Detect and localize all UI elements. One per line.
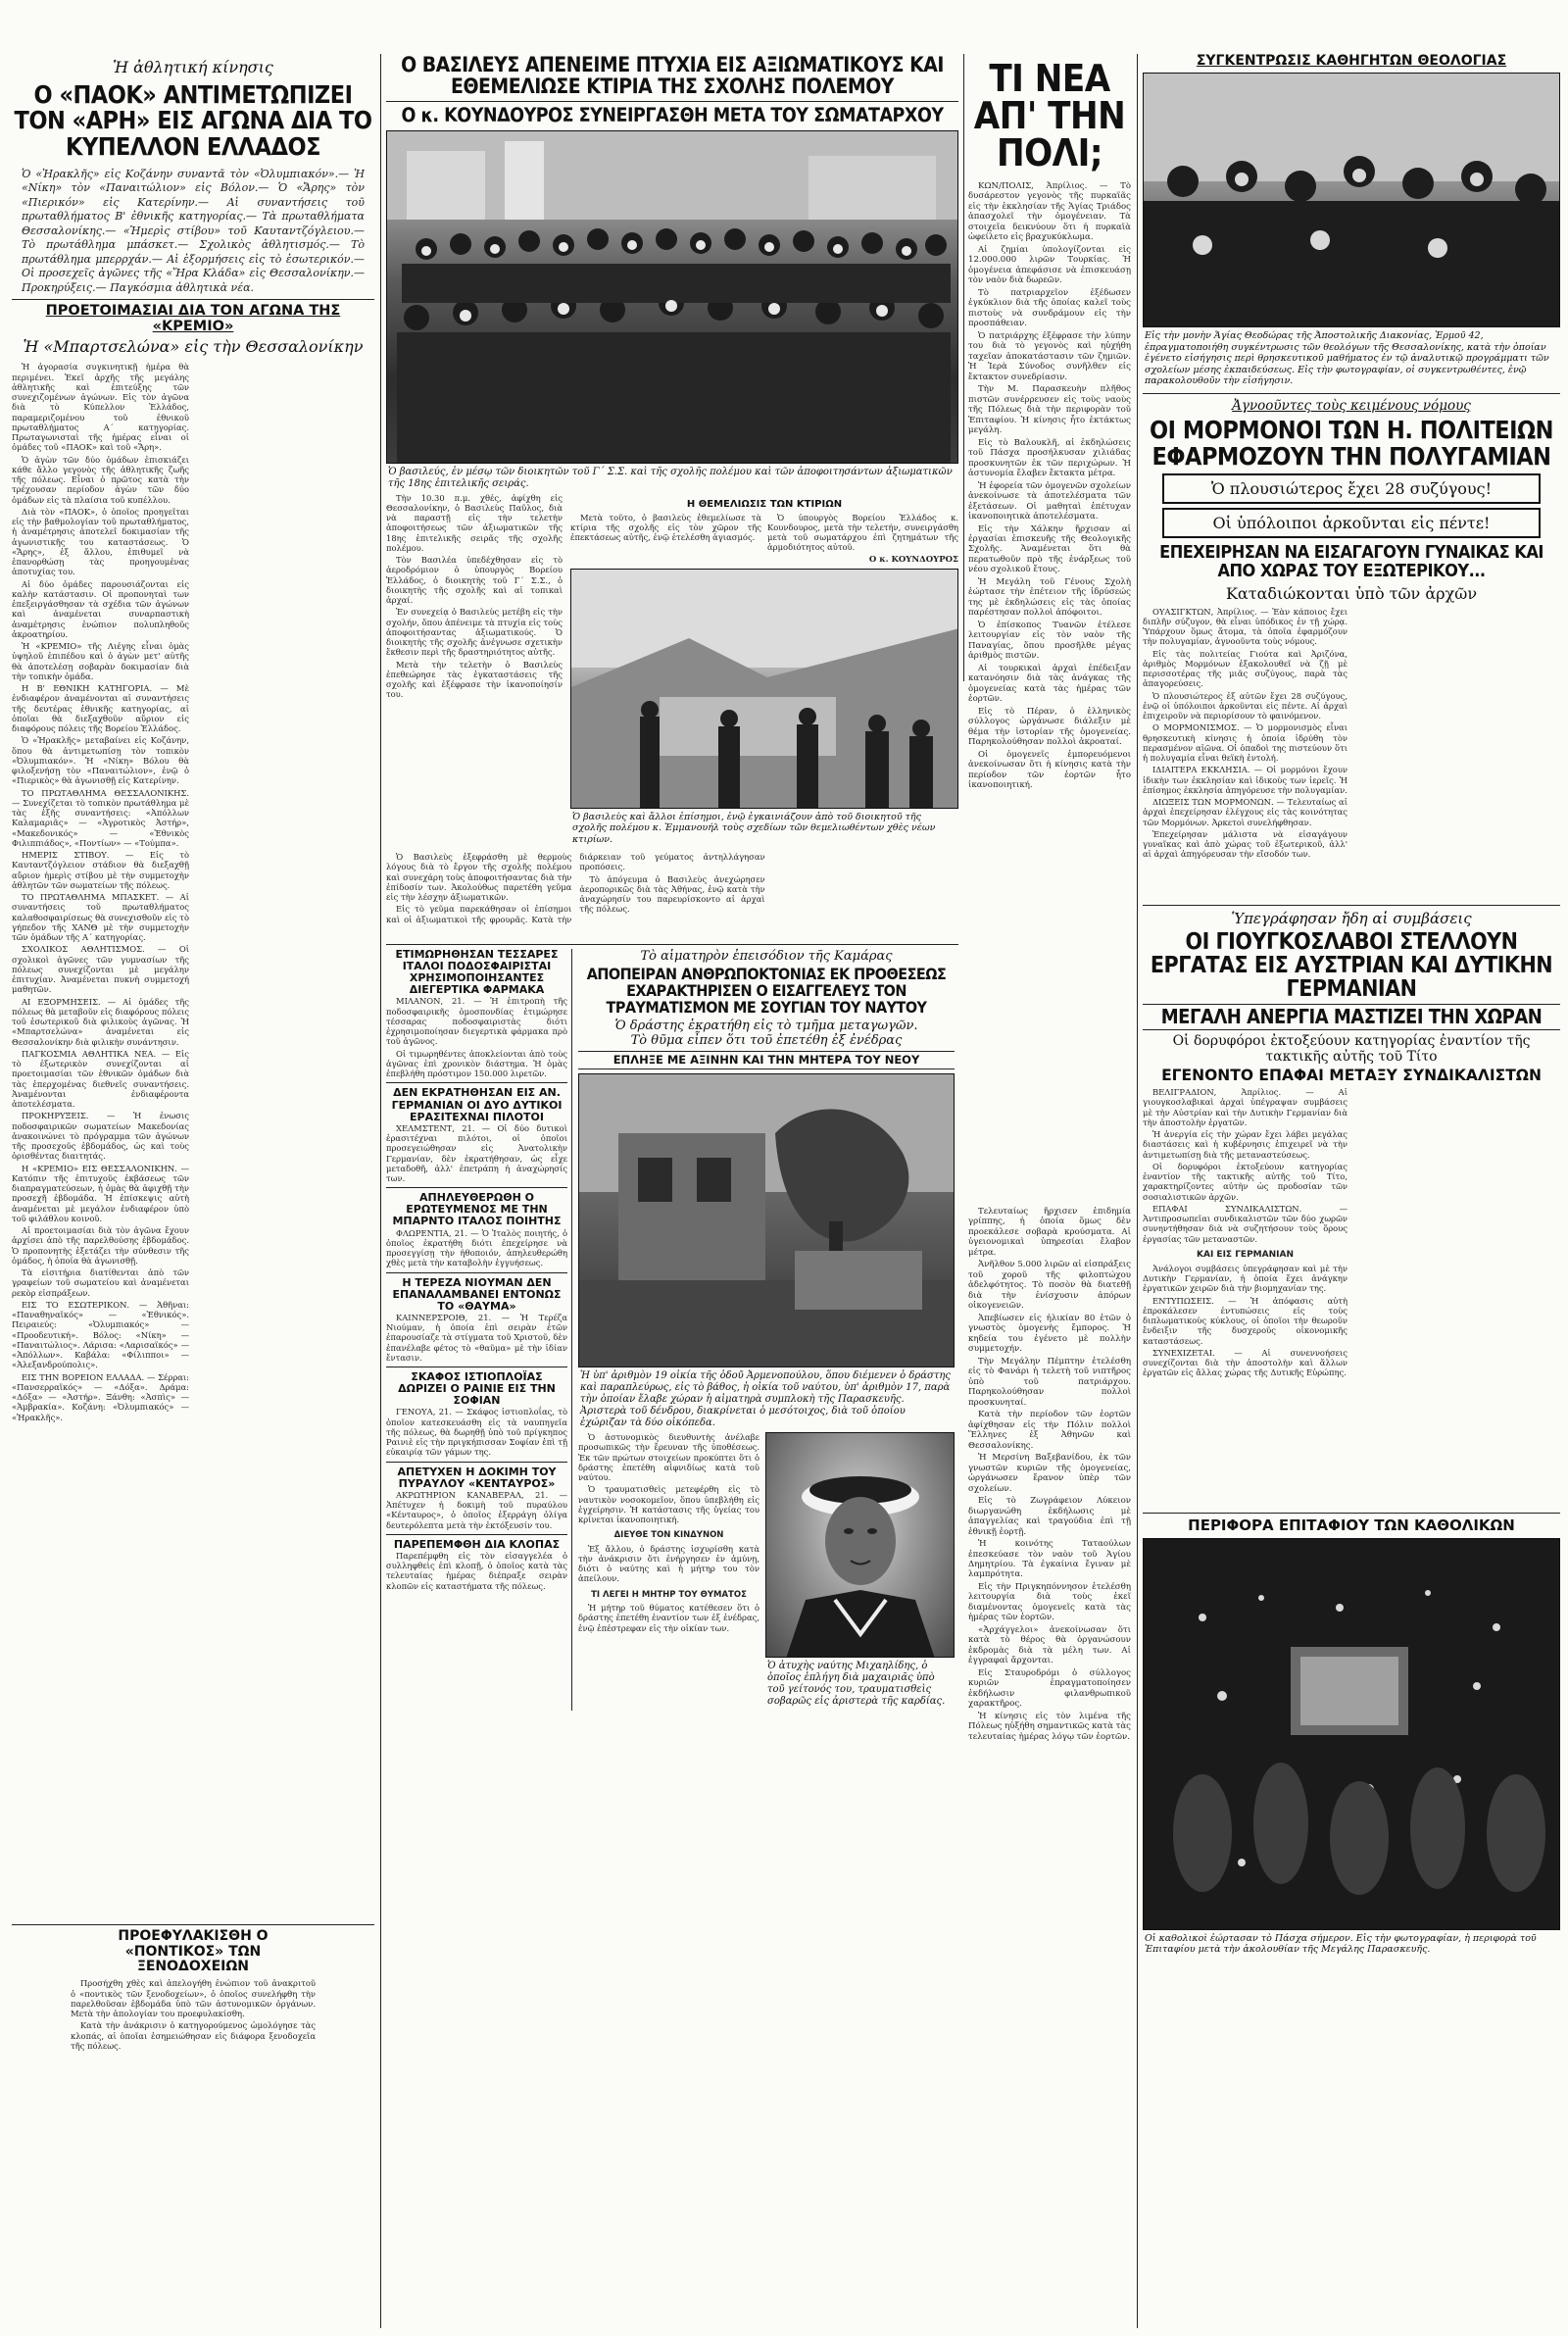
rocket-headline: ΑΠΕΤΥΧΕΝ Η ΔΟΚΙΜΗ ΤΟΥ ΠΥΡΑΥΛΟΥ «ΚΕΝΤΑΥΡΟΣ» bbox=[397, 1465, 557, 1490]
sports-article-body: Ἡ ἀγορασία συγκινητικῇ ἡμέρα θὰ περιμένει. Ἐκεῖ ἀρχῆς τῆς μεγάλης ἀθλητικῆς καὶ ἐπιτεύξης τῶν συνεχιζομένων ἀγώνων. Εἰς τὸν ἀγῶνα διὰ τὸ Κύπελλον Ἑλλάδος, παραμεριζομένου τοῦ ἐθνικοῦ πρωταθλήματος Α΄ κατηγορίας. Πρωταγωνισταὶ τῆς ἡμέρας εἶναι οἱ ὁμάδες τοῦ «ΠΑΟΚ» καὶ τοῦ «Ἄρη». Ὁ ἀγὼν τῶν δύο ὁμάδων ἐπισκιάζει κάθε ἄλλο γεγονὸς τῆς ἀθλητικῆς ζωῆς τῆς πόλεως. Εἶναι ὁ πρῶτος κατὰ τὴν τρέχουσαν περίοδον ἀγὼν τῶν δύο ὁμάδων εἰς τὰ πλαίσια τοῦ κυπέλλου. Διὰ τὸν «ΠΑΟΚ», ὁ ὁποῖος προηγεῖται εἰς τὴν βαθμολογίαν τοῦ πρωταθλήματος, ἡ ἀναμέτρησις ἀποτελεῖ δοκιμασίαν τῆς ἀγωνιστικῆς του καταστάσεως. Ὁ «Ἄρης», ἐξ ἄλλου, ἐπιθυμεῖ νὰ ἐπανορθώσῃ τὰς προηγουμένας ἀποτυχίας του. Αἱ δύο ὁμάδες παρουσιάζονται εἰς καλὴν κατάστασιν. Οἱ προπονηταὶ των ἐπεξειργάσθησαν τὰ σχέδια τῶν ἀγώνων καὶ ἀναμένεται συναρπαστικὴ ἀναμέτρησις ἐνώπιον πολυπληθοῦς ἀκροατηρίου. Ἡ «ΚΡΕΜΙΟ» τῆς Λιέγης εἶναι ὁμὰς ὑψηλοῦ ἐπιπέδου καὶ ὁ ἀγὼν μετ' αὐτῆς θὰ ἀποτελέσῃ σοβαρὰν δοκιμασίαν διὰ τὴν τοπικὴν ὁμάδα. Η Β' ΕΘΝΙΚΗ ΚΑΤΗΓΟΡΙΑ. — Μὲ ἐνδιαφέρον ἀναμένονται αἱ συναντήσεις τῆς δευτέρας ἐθνικῆς κατηγορίας, αἱ ὁποῖαι θὰ διεξαχθοῦν αὔριον εἰς διαφόρους πόλεις τῆς Βορείου Ἑλλάδος. Ὁ «Ἡρακλῆς» μεταβαίνει εἰς Κοζάνην, ὅπου θὰ ἀντιμετωπίσῃ τὸν τοπικὸν «Ὀλυμπιακόν». Ἡ «Νίκη» Βόλου θὰ φιλοξενήσῃ τὸν «Παναιτώλιον», ἐνῷ ὁ «Πιερικὸς» θὰ ἀγωνισθῇ εἰς Κατερίνην. ΤΟ ΠΡΩΤΑΘΛΗΜΑ ΘΕΣΣΑΛΟΝΙΚΗΣ. — Συνεχίζεται τὸ τοπικὸν πρωτάθλημα μὲ τὰς ἑξῆς συναντήσεις: «Ἀπόλλων Καλαμαριᾶς» — «Ἀγροτικὸς Ἀστήρ», «Μακεδονικός» — «Ἐθνικὸς Φιλιππιάδος», «Ποντίων» — «Τούμπα». ΗΜΕΡΙΣ ΣΤΙΒΟΥ. — Εἰς τὸ Καυταντζόγλειον στάδιον θὰ διεξαχθῇ αὔριον ἡμερὶς στίβου μὲ τὴν συμμετοχὴν ἀθλητῶν τῶν σωματείων τῆς πόλεως. ΤΟ ΠΡΩΤΑΘΛΗΜΑ ΜΠΑΣΚΕΤ. — Αἱ συναντήσεις τοῦ πρωταθλήματος καλαθοσφαιρίσεως θὰ συνεχισθοῦν εἰς τὸ γήπεδον τῆς ΧΑΝΘ μὲ τὴν συμμετοχὴν τῶν ὁμάδων τῆς Α΄ κατηγορίας. ΣΧΟΛΙΚΟΣ ΑΘΛΗΤΙΣΜΟΣ. — Οἱ σχολικοὶ ἀγῶνες τῶν γυμνασίων τῆς πόλεως συνεχίζονται μὲ μεγάλην ἐπιτυχίαν. Ἀναμένεται πυκνὴ συμμετοχή μαθητῶν. ΑΙ ΕΞΟΡΜΗΣΕΙΣ. — Αἱ ὁμάδες τῆς πόλεως θὰ μεταβοῦν εἰς διαφόρους πόλεις τοῦ ἐσωτερικοῦ διὰ φιλικοὺς ἀγῶνας. Ἡ «Μπαρτσελώνα» ἀναμένεται εἰς Θεσσαλονίκην διὰ φιλικὴν συνάντησιν. ΠΑΓΚΟΣΜΙΑ ΑΘΛΗΤΙΚΑ ΝΕΑ. — Εἰς τὸ ἐξωτερικὸν συνεχίζονται αἱ προετοιμασίαι τῶν ἐθνικῶν ὁμάδων διὰ τὰς ἐπερχομένας διεθνεῖς συναντήσεις. Ἀναμένονται ἐνδιαφέροντα ἀποτελέσματα. ΠΡΟΚΗΡΥΞΕΙΣ. — Ἡ ἐνωσις ποδοσφαιρικῶν σωματείων Μακεδονίας ἀνακοινώνει τὸ πρόγραμμα τῶν ἀγώνων τῆς προσεχοῦς ἑβδομάδος, ὡς καὶ τοὺς ὁρισθέντας διαιτητάς. Η «ΚΡΕΜΙΟ» ΕΙΣ ΘΕΣΣΑΛΟΝΙΚΗΝ. — Κατόπιν τῆς ἐπιτυχοῦς ἐκβάσεως τῶν διαπραγματεύσεων, ἡ ὁμὰς θὰ ἀφιχθῇ τὴν προσεχῆ ἑβδομάδα. Ἡ ἐπίσκεψις αὐτὴ ἀναμένεται μὲ μεγάλον ἐνδιαφέρον ὑπὸ τοῦ φιλάθλου κοινοῦ. Αἱ προετοιμασίαι διὰ τὸν ἀγῶνα ἔχουν ἀρχίσει ἀπὸ τῆς παρελθούσης ἑβδομάδος. Ὁ προπονητὴς ἐξετάζει τὴν σύνθεσιν τῆς ὁμάδος, ἡ ὁποία θὰ ἀγωνισθῇ. Τὰ εἰσιτήρια διατίθενται ἀπὸ τῶν γραφείων τοῦ σωματείου καὶ ἀναμένεται ρεκὸρ εἰσπράξεων. ΕΙΣ ΤΟ ΕΣΩΤΕΡΙΚΟΝ. — Ἀθῆναι: «Παναθηναϊκός» — «Ἐθνικός». Πειραιεύς: «Ὀλυμπιακός» — «Προοδευτική». Βόλος: «Νίκη» — «Παναιτώλιος». Λάρισα: «Λαρισαϊκός» — «Ἀπόλλων». Καβάλα: «Φίλιπποι» — «Ἀλεξανδρούπολις». ΕΙΣ ΤΗΝ ΒΟΡΕΙΟΝ ΕΛΛΑΔΑ. — Σέρραι: «Πανσερραϊκός» — «Δόξα». Δράμα: «Δόξα» — «Ἀστήρ». Ξάνθη: «Ἀσπὶς» — «Ἀμβρακία». Κοζάνη: «Ὀλυμπιακός» — «Ἡρακλῆς». bbox=[12, 362, 189, 1422]
koundouros-signature: Ο κ. ΚΟΥΝΔΟΥΡΟΣ bbox=[868, 554, 958, 565]
italian-players-headline: ΕΤΙΜΩΡΗΘΗΣΑΝ ΤΕΣΣΑΡΕΣ ΙΤΑΛΟΙ ΠΟΔΟΣΦΑΙΡΙΣΤΑΙ ΧΡΗΣΙΜΟΠΟΙΗΣΑΝΤΕΣ ΔΙΕΓΕΡΤΙΚΑ ΦΑΡΜΑΚΑ bbox=[395, 948, 559, 997]
mother-label: ΤΙ ΛΕΓΕΙ Η ΜΗΤΗΡ ΤΟΥ ΘΥΜΑΤΟΣ bbox=[591, 1589, 747, 1600]
kamara-kicker: Τὸ αἱματηρὸν ἐπεισόδιον τῆς Καμάρας bbox=[640, 949, 893, 965]
short-news-column bbox=[386, 949, 572, 1711]
procession-photo-art bbox=[1144, 1539, 1560, 1930]
divider bbox=[12, 299, 374, 300]
yugo-subheadline-3: ΕΓΕΝΟΝΤΟ ΕΠΑΦΑΙ ΜΕΤΑΞΥ ΣΥΝΔΙΚΑΛΙΣΤΩΝ bbox=[1161, 1067, 1542, 1085]
poet-headline: ΑΠΗΛΕΥΘΕΡΩΘΗ Ο ΕΡΩΤΕΥΜΕΝΟΣ ΜΕ ΤΗΝ ΜΠΑΡΝΤΟ ΙΤΑΛΟΣ ΠΟΙΗΤΗΣ bbox=[392, 1191, 562, 1228]
poet-text: ΦΛΩΡΕΝΤΙΑ, 21. — Ὁ Ἰταλὸς ποιητής, ὁ ὁποῖος ἐκρατήθη διότι ἐπεχείρησε νὰ προσεγγίσῃ τὴν ἠθοποιόν, ἀπηλευθερώθη χθὲς μετὰ τὴν καταβολὴν ἐγγυήσεως. bbox=[386, 1227, 567, 1268]
king-officers-photo bbox=[386, 130, 958, 464]
sports-summary: Ὁ «Ἡρακλῆς» εἰς Κοζάνην συναντᾶ τὸν «Ὀλυμπιακόν».— Ἡ «Νίκη» τὸν «Παναιτώλιον» εἰς Βόλον.— Ὁ «Ἄρης» τὸν «Πιερικόν» εἰς Κατερίνην.— Αἱ συναντήσεις τοῦ πρωταθλήματος Β' ἐθνικῆς κατηγορίας.— Τὰ πρωταθλήματα Θεσσαλονίκης.— «Ἡμερὶς στίβου» τοῦ Καυταντζόγλειου.— Τὸ πρωτάθλημα μπάσκετ.— Σχολικὸς ἀθλητισμός.— Τὸ πρωτάθλημα μπερρχάν.— Αἱ ἐξορμήσεις εἰς τὸ ἐσωτερικόν.— Οἱ προσεχεῖς ἀγῶνες τῆς «Ἥρα Κλάδα» εἰς Θεσσαλονίκην.— Προκηρύξεις.— Παγκόσμια ἀθλητικὰ νέα. bbox=[22, 167, 365, 294]
mormon-headline-2: ΕΠΕΧΕΙΡΗΣΑΝ ΝΑ ΕΙΣΑΓΑΓΟΥΝ ΓΥΝΑΙΚΑΣ ΚΑΙ ΑΠΟ ΧΩΡΑΣ ΤΟΥ ΕΞΩΤΕΡΙΚΟΥ... bbox=[1159, 541, 1544, 581]
mormon-subheadline: Καταδιώκονται ὑπὸ τῶν ἀρχῶν bbox=[1225, 583, 1478, 603]
procession-photo-caption: Οἱ καθολικοὶ ἐώρτασαν τὸ Πάσχα σήμερον. Εἰς τὴν φωτογραφίαν, ἡ περιφορὰ τοῦ Ἐπιταφίου μετὰ τὴν ἀκολουθίαν τῆς Μεγάλης Παρασκευῆς. bbox=[1145, 1932, 1537, 1955]
theft-headline: ΠΑΡΕΠΕΜΦΘΗ ΔΙΑ ΚΛΟΠΑΣ bbox=[393, 1537, 561, 1551]
divider bbox=[1143, 905, 1560, 906]
kamara-headline: ΑΠΟΠΕΙΡΑΝ ΑΝΘΡΩΠΟΚΤΟΝΙΑΣ ΕΚ ΠΡΟΘΕΣΕΩΣ ΕΧΑΡΑΚΤΗΡΙΣΕΝ Ο ΕΙΣΑΓΓΕΛΕΥΣ ΤΟΝ ΤΡΑΥΜΑΤΙΣΜΟΝ ΜΕ ΣΟΥΓΙΑΝ ΤΟΥ ΝΑΥΤΟΥ bbox=[586, 965, 947, 1017]
sailor-photo-art bbox=[766, 1433, 955, 1658]
sailor-portrait-photo bbox=[765, 1432, 955, 1658]
divider bbox=[386, 944, 958, 945]
koundouros-text: Ὁ ὑπουργὸς Βορείου Ἑλλάδος κ. Κουνδουρος, μετὰ τὴν τελετήν, συνειργάσθη μετὰ τοῦ σωματάρχου ἐπὶ ζητημάτων τῆς ἁρμοδιότητος αὐτοῦ. Ο κ. ΚΟΥΝΔΟΥΡΟΣ bbox=[767, 512, 958, 565]
kremio-headline: ΠΡΟΕΤΟΙΜΑΣΙΑΙ ΔΙΑ ΤΟΝ ΑΓΩΝΑ ΤΗΣ «ΚΡΕΜΙΟ» bbox=[45, 303, 341, 335]
column-divider bbox=[963, 54, 964, 681]
yugo-article: ΒΕΛΙΓΡΑΔΙΟΝ, Ἀπρίλιος. — Αἱ γιουγκοσλαβικαὶ ἀρχαὶ ὑπέγραψαν συμβάσεις μὲ τὴν Αὐστρίαν καὶ τὴν Δυτικὴν Γερμανίαν διὰ τὴν ἀποστολὴν ἐργατῶν. Ἡ ἀνεργία εἰς τὴν χώραν ἔχει λάβει μεγάλας διαστάσεις καὶ ἡ κυβέρνησις ἐπιχειρεῖ νὰ τὴν ἀντιμετωπίσῃ διὰ τῆς μεταναστεύσεως. Οἱ δορυφόροι ἐκτοξεύουν κατηγορίας ἐναντίον τῆς τακτικῆς αὐτῆς τοῦ Τίτο, χαρακτηρίζοντες αὐτὴν ὡς προδοσίαν τῶν σοσιαλιστικῶν ἀρχῶν. ΕΠΑΦΑΙ ΣΥΝΔΙΚΑΛΙΣΤΩΝ. — Ἀντιπροσωπεῖαι συνδικαλιστῶν τῶν δύο χωρῶν συνηντήθησαν διὰ νὰ συζητήσουν τοὺς ὅρους ἐργασίας τῶν μεταναστῶν. ΚΑΙ ΕΙΣ ΓΕΡΜΑΝΙΑΝ Ἀνάλογοι συμβάσεις ὑπεγράφησαν καὶ μὲ τὴν Δυτικὴν Γερμανίαν, ἡ ὁποία ἔχει ἀνάγκην ἐργατικῶν χειρῶν διὰ τὴν βιομηχανίαν της. ΕΝΤΥΠΩΣΕΙΣ. — Ἡ ἀπόφασις αὐτὴ ἐπροκάλεσεν ἐντυπώσεις εἰς τοὺς διπλωματικοὺς κύκλους, οἱ ὁποῖοι τὴν θεωροῦν ἔνδειξιν τῆς δυσχεροῦς οἰκονομικῆς καταστάσεως. ΣΥΝΕΧΙΖΕΤΑΙ. — Αἱ συνεννοήσεις συνεχίζονται διὰ τὴν ἀποστολὴν καὶ ἄλλων ἐργατῶν εἰς ἄλλας χώρας τῆς Δυτικῆς Εὐρώπης. bbox=[1143, 1087, 1348, 1378]
sailor-photo-block bbox=[765, 1432, 955, 1711]
polis-headline: ΤΙ ΝΕΑ ΑΠ' ΤΗΝ ΠΟΛΙ; bbox=[973, 57, 1126, 174]
sailboat-text: ΓΕΝΟΥΑ, 21. — Σκάφος ἱστιοπλοΐας, τὸ ὁποῖον κατεσκευάσθη εἰς τὰ ναυπηγεῖα τῆς πόλεως, θὰ δωρηθῇ ὑπὸ τοῦ πρίγκηπος Ραινιὲ εἰς τὴν πριγκήπισσαν Σοφίαν ἐπὶ τῇ εὐκαιρίᾳ τῶν γάμων της. bbox=[386, 1407, 567, 1458]
sailboat-headline: ΣΚΑΦΟΣ ΙΣΤΙΟΠΛΟΪΑΣ ΔΩΡΙΖΕΙ Ο ΡΑΙΝΙΕ ΕΙΣ ΤΗΝ ΣΟΦΙΑΝ bbox=[398, 1370, 556, 1408]
pilots-headline: ΔΕΝ ΕΚΡΑΤΗΘΗΣΑΝ ΕΙΣ ΑΝ. ΓΕΡΜΑΝΙΑΝ ΟΙ ΔΥΟ ΔΥΤΙΚΟΙ ΕΡΑΣΙΤΕΧΝΑΙ ΠΙΛΟΤΟΙ bbox=[391, 1086, 563, 1123]
divider bbox=[12, 1924, 374, 1925]
foundation-text-row bbox=[570, 513, 958, 565]
neumann-headline: Η ΤΕΡΕΖΑ ΝΙΟΥΜΑΝ ΔΕΝ ΕΠΑΝΑΛΑΜΒΑΝΕΙ ΕΝΤΟΝΩΣ ΤΟ «ΘΑΥΜΑ» bbox=[392, 1275, 562, 1313]
pontikos-article: Προσήχθη χθὲς καὶ ἀπελογήθη ἐνώπιον τοῦ ἀνακριτοῦ ὁ «ποντικὸς τῶν ξενοδοχείων», ὁ ὁποῖος συνελήφθη τὴν παρελθοῦσαν ἑβδομάδα ὑπὸ τῶν ἀστυνομικῶν ὀργάνων. Μετὰ τὴν ἀπολογίαν του προεφυλακίσθη. Κατὰ τὴν ἀνάκρισιν ὁ κατηγορούμενος ὡμολόγησε τὰς κλοπάς, αἱ ὁποῖαι ἐσημειώθησαν εἰς διάφορα ξενοδοχεῖα τῆς πόλεως. bbox=[71, 1978, 316, 2051]
kamara-subhead-3: ΕΠΛΗΞΕ ΜΕ ΑΞΙΝΗΝ ΚΑΙ ΤΗΝ ΜΗΤΕΡΑ ΤΟΥ ΝΕΟΥ bbox=[578, 1051, 955, 1069]
king-headline: Ο ΒΑΣΙΛΕΥΣ ΑΠΕΝΕΙΜΕ ΠΤΥΧΙΑ ΕΙΣ ΑΞΙΩΜΑΤΙΚΟΥΣ ΚΑΙ ΕΘΕΜΕΛΙΩΣΕ ΚΤΙΡΙΑ ΤΗΣ ΣΧΟΛΗΣ ΠΟΛΕΜΟΥ bbox=[401, 54, 944, 99]
divider bbox=[1143, 393, 1560, 394]
sports-column bbox=[12, 54, 374, 2323]
king-article-continuation: Ὁ Βασιλεὺς ἐξεφράσθη μὲ θερμοὺς λόγους διὰ τὸ ἔργον τῆς σχολῆς πολέμου καὶ συνεχάρη τοὺς ἀποφοιτήσαντας διὰ τὴν ἐπίδοσίν των. Ἀκολούθως παρετέθη γεῦμα εἰς τὴν λέσχην ἀξιωματικῶν. Εἰς τὸ γεῦμα παρεκάθησαν οἱ ἐπίσημοι καὶ οἱ ἀξιωματικοὶ τῆς φρουρᾶς. Κατὰ τὴν διάρκειαν τοῦ γεύματος ἀντηλλάγησαν προπόσεις. Τὸ ἀπόγευμα ὁ Βασιλεὺς ἀνεχώρησεν ἀεροπορικῶς διὰ τὰς Ἀθήνας, ἐνῷ κατὰ τὴν ἀναχώρησίν του παρευρίσκοντο αἱ ἀρχαὶ τῆς πόλεως. bbox=[386, 852, 765, 924]
officers-photo-art bbox=[387, 131, 958, 464]
yugo-subheadline: ΜΕΓΑΛΗ ΑΝΕΡΓΙΑ ΜΑΣΤΙΖΕΙ ΤΗΝ ΧΩΡΑΝ bbox=[1143, 1004, 1560, 1030]
kamara-lower bbox=[578, 1432, 955, 1711]
foundation-photo-art bbox=[571, 570, 958, 809]
divider bbox=[386, 101, 958, 102]
divider bbox=[386, 1187, 567, 1188]
mormon-article: ΟΥΑΣΙΓΚΤΩΝ, Ἀπρίλιος. — Ἐὰν κάποιος ἔχει διπλῆν σύζυγον, θὰ εἶναι ὑπόδικος ἐν τῇ χώρᾳ. Ὑπάρχουν ὅμως ἄτομα, τὰ ὁποῖα ἐφαρμόζουν τὴν πολυγαμίαν, ἀγνοοῦντα τοὺς νόμους. Εἰς τὰς πολιτείας Γιούτα καὶ Ἀριζόνα, ἀριθμὸς Μορμόνων ἐξακολουθεῖ νὰ ζῇ μὲ περισσοτέρας τῆς μιᾶς συζύγους, παρὰ τὰς ἀπαγορεύσεις. Ὁ πλουσιώτερος ἐξ αὐτῶν ἔχει 28 συζύγους, ἐνῷ οἱ ὑπόλοιποι ἀρκοῦνται εἰς πέντε. Αἱ ἀρχαὶ ἐπιχειροῦν νὰ περιορίσουν τὸ φαινόμενον. Ο ΜΟΡΜΟΝΙΣΜΟΣ. — Ὁ μορμονισμὸς εἶναι θρησκευτικὴ κίνησις ἡ ὁποία ἱδρύθη τὸν περασμένον αἰῶνα. Οἱ ὀπαδοὶ της πιστεύουν ὅτι ἡ πολυγαμία εἶναι θεϊκὴ ἐντολή. ΙΔΙΑΙΤΕΡΑ ΕΚΚΛΗΣΙΑ. — Οἱ μορμόνοι ἔχουν ἰδικὴν των ἐκκλησίαν καὶ ἰδικοὺς των ἱερεῖς. Ἡ ἐπίσημος ἐκκλησία ἀπηγόρευσε τὴν πολυγαμίαν. ΔΙΩΞΕΙΣ ΤΩΝ ΜΟΡΜΟΝΩΝ. — Τελευταίως αἱ ἀρχαὶ ἐπεχείρησαν ἐλέγχους εἰς τὰς κοινότητας τῶν Μορμόνων. Ἀρκετοὶ συνελήφθησαν. Ἐπεχείρησαν μάλιστα νὰ εἰσαγάγουν γυναῖκας καὶ ἀπὸ χώρας τοῦ ἐξωτερικοῦ, ἀλλ' αἱ ἀρχαὶ ἀπηγόρευσαν τὴν εἴσοδόν των. bbox=[1143, 606, 1348, 860]
foundation-photo-caption: Ὁ βασιλεὺς καὶ ἄλλοι ἐπίσημοι, ἐνῷ ἐγκαινιάζουν ἀπὸ τοῦ διοικητοῦ τῆς σχολῆς πολέμου κ. Ἐμμανουήλ τοὺς σχεδίων τῶν θεμελιωθέντων χθὲς νέων κτιρίων. bbox=[572, 811, 936, 845]
kamara-story bbox=[578, 949, 955, 1711]
foundation-block bbox=[570, 493, 958, 849]
yugo-headline: ΟΙ ΓΙΟΥΓΚΟΣΛΑΒΟΙ ΣΤΕΛΛΟΥΝ ΕΡΓΑΤΑΣ ΕΙΣ ΑΥΣΤΡΙΑΝ ΚΑΙ ΔΥΤΙΚΗΝ ΓΕΡΜΑΝΙΑΝ bbox=[1150, 928, 1553, 1002]
kamara-photo-caption: Ἡ ὑπ' ἀριθμὸν 19 οἰκία τῆς ὁδοῦ Ἀρμενοπούλου, ὅπου διέμενεν ὁ δράστης καὶ παραπλεύρως, εἰς τὸ βάθος, ἡ οἰκία τοῦ ναύτου, ὑπ' ἀριθμὸν 17, παρὰ τὴν ὁποίαν ἔλαβε χώραν ἡ αἱματηρὰ συμπλοκὴ τῆς Παρασκευῆς. Ἀριστερὰ τοῦ δένδρου, διακρίνεται ὁ μεσότοιχος, διὰ τοῦ ὁποίου ἐχώριζαν τὰ δύο οἰκόπεδα. bbox=[580, 1370, 951, 1429]
foundation-label: Η ΘΕΜΕΛΙΩΣΙΣ ΤΩΝ ΚΤΙΡΙΩΝ bbox=[686, 498, 843, 510]
kremio-subheadline: Ἡ «Μπαρτσελώνα» εἰς τὴν Θεσσαλονίκην bbox=[23, 337, 364, 357]
pontikos-headline: ΠΡΟΕΦΥΛΑΚΙΣΘΗ Ο «ΠΟΝΤΙΚΟΣ» ΤΩΝ ΞΕΝΟΔΟΧΕΙΩΝ bbox=[118, 1928, 269, 1975]
king-article-row bbox=[386, 493, 958, 849]
divider bbox=[386, 1462, 567, 1463]
divider bbox=[386, 1534, 567, 1535]
yugo-subheadline-2: Οἱ δορυφόροι ἐκτοξεύουν κατηγορίας ἐναντίον τῆς τακτικῆς αὐτῆς τοῦ Τίτο bbox=[1172, 1033, 1531, 1066]
theology-photo-caption: Εἰς τὴν μονὴν Ἁγίας Θεοδώρας τῆς Ἀποστολικῆς Διακονίας, Ἐρμοῦ 42, ἐπραγματοποιήθη συγκέντρωσις τῶν θεολόγων τῆς Θεσσαλονίκης, κατὰ τὴν ὁποίαν ἐγένετο εἰσήγησις περὶ θρησκευτικοῦ μαθήματος ἐν τῷ ἀναλυτικῷ προγράμματι τῶν σχολείων μέσης ἐκπαιδεύσεως. Εἰς τὴν φωτογραφίαν, οἱ συγκεντρωθέντες, ἐνῷ παρακολουθοῦν τὴν εἰσήγησιν. bbox=[1145, 330, 1549, 386]
mormon-box-others: Οἱ ὑπόλοιποι ἀρκοῦνται εἰς πέντε! bbox=[1162, 508, 1541, 538]
kamara-house-photo bbox=[578, 1073, 955, 1367]
pilots-text: ΧΕΛΜΣΤΕΝΤ, 21. — Οἱ δύο δυτικοὶ ἐρασιτέχναι πιλότοι, οἱ ὁποῖοι προσεγειώθησαν εἰς Ἀνατολικὴν Γερμανίαν, δὲν ἐκρατήθησαν, ὡς εἶχε μεταδοθῆ, ἀλλ' ἐπετράπη ἡ ἀναχώρησίς των. bbox=[386, 1122, 567, 1183]
kamara-subhead-2: Τὸ θῦμα εἶπεν ὅτι τοῦ ἐπετέθη ἐξ ἐνέδρας bbox=[630, 1033, 903, 1049]
sailor-caption: Ὁ ἀτυχὴς ναύτης Μιχαηλίδης, ὁ ὁποῖος ἐπλήγη διὰ μαχαιριᾶς ὑπὸ τοῦ γείτονός του, τραυματισθεὶς σοβαρῶς εἰς ἀριστερὰ τῆς καρδίας. bbox=[767, 1661, 946, 1708]
kamara-article: Ὁ ἀστυνομικὸς διευθυντὴς ἀνέλαβε προσωπικῶς τὴν ἔρευναν τῆς ὑποθέσεως. Ἐκ τῶν πρώτων στοιχείων προκύπτει ὅτι ὁ δράστης ἐπετέθη αἰφνιδίως κατὰ τοῦ ναύτου. Ὁ τραυματισθεὶς μετεφέρθη εἰς τὸ ναυτικὸν νοσοκομεῖον, ὅπου ὑπεβλήθη εἰς ἐγχείρησιν. Ἡ κατάστασις τῆς ὑγείας του κρίνεται ἱκανοποιητική. ΔΙΕΥΘΕ ΤΟΝ ΚΙΝΔΥΝΟΝ Ἐξ ἄλλου, ὁ δράστης ἰσχυρίσθη κατὰ τὴν ἀνάκρισιν ὅτι ἐνήργησεν ἐν ἀμύνῃ, διότι ὁ ναύτης καὶ ἡ μήτηρ του τὸν ἀπείλουν. ΤΙ ΛΕΓΕΙ Η ΜΗΤΗΡ ΤΟΥ ΘΥΜΑΤΟΣ Ἡ μήτηρ τοῦ θύματος κατέθεσεν ὅτι ὁ δράστης ἐπετέθη ἐναντίον των ἐξ ἐνέδρας, ἐνῷ ἐπέστρεφαν εἰς τὴν οἰκίαν των. bbox=[578, 1432, 760, 1633]
rocket-text: ΑΚΡΩΤΗΡΙΟΝ ΚΑΝΑΒΕΡΑΛ, 21. — Ἀπέτυχεν ἡ δοκιμὴ τοῦ πυραύλου «Κένταυρος», ὁ ὁποῖος ἐξερράγη ὀλίγα δευτερόλεπτα μετὰ τὴν ἐκτόξευσίν του. bbox=[386, 1489, 567, 1530]
king-photo-caption: Ὁ βασιλεύς, ἐν μέσῳ τῶν διοικητῶν τοῦ Γ΄ Σ.Σ. καὶ τῆς σχολῆς πολέμου καὶ τῶν ἀποφοιτησάντων ἀξιωματικῶν τῆς 18ης ἐπιτελικῆς σειράς. bbox=[388, 466, 953, 489]
procession-photo bbox=[1143, 1538, 1560, 1930]
king-article-left: Τὴν 10.30 π.μ. χθές, ἀφίχθη εἰς Θεσσαλονίκην, ὁ Βασιλεὺς Παῦλος, διὰ νὰ παραστῇ εἰς τὴν τελετὴν ἀποφοιτήσεως τῶν ἀξιωματικῶν τῆς 18ης ἐπιτελικῆς σειρᾶς τῆς σχολῆς πολέμου. Τὸν Βασιλέα ὑπεδέχθησαν εἰς τὸ ἀεροδρόμιον ὁ ὑπουργὸς Βορείου Ἑλλάδος, ὁ διοικητὴς τοῦ Γ΄ Σ.Σ., ὁ διοικητὴς τῆς σχολῆς καὶ αἱ τοπικαὶ ἀρχαί. Ἐν συνεχείᾳ ὁ Βασιλεὺς μετέβη εἰς τὴν σχολήν, ὅπου ἀπένειμε τὰ πτυχία εἰς τοὺς ἀποφοιτήσαντας ἀξιωματικούς. Ὁ διοικητὴς τῆς σχολῆς ἀνέγνωσε σχετικὴν ἔκθεσιν περὶ τῆς δραστηριότητος αὐτῆς. Μετὰ τὴν τελετὴν ὁ Βασιλεὺς ἐπεθεώρησε τὰς ἐγκαταστάσεις τῆς σχολῆς καὶ ἐξέφρασε τὴν ἱκανοποίησίν του. bbox=[386, 492, 563, 700]
theology-photo bbox=[1143, 73, 1560, 327]
danger-label: ΔΙΕΥΘΕ ΤΟΝ ΚΙΝΔΥΝΟΝ bbox=[613, 1530, 724, 1541]
polis-article: ΚΩΝ/ΠΟΛΙΣ, Ἀπρίλιος. — Τὸ δυσάρεστον γεγονὸς τῆς πυρκαϊᾶς εἰς τὴν ἐκκλησίαν τῆς Ἁγίας Τριάδος ἀπασχολεῖ τὴν ὁμογένειαν. Τὰ στοιχεῖα δεικνύουν ὅτι ἡ πυρκαϊὰ ὠφείλετο εἰς βραχυκύκλωμα. Αἱ ζημίαι ὑπολογίζονται εἰς 12.000.000 λιρῶν Τουρκίας. Ἡ ὁμογένεια ἀπεφάσισε νὰ ἐπισκευάσῃ τὸν ναὸν διὰ δωρεῶν. Τὸ πατριαρχεῖον ἐξέδωσεν ἐγκύκλιον διὰ τῆς ὁποίας καλεῖ τοὺς πιστοὺς νὰ συνδράμουν εἰς τὴν προσπάθειαν. Ὁ πατριάρχης ἐξέφρασε τὴν λύπην του διὰ τὸ γεγονὸς καὶ ηὐχήθη ταχεῖαν ἀποκατάστασιν τῶν ζημιῶν. Ἡ Ἱερὰ Σύνοδος συνῆλθεν εἰς ἔκτακτον συνεδρίασιν. Τὴν Μ. Παρασκευὴν πλῆθος πιστῶν συνέρρευσεν εἰς τοὺς ναοὺς τῆς Πόλεως διὰ τὴν περιφορὰν τοῦ Ἐπιταφίου. Ἡ κίνησις ἦτο ἐκτάκτως μεγάλη. Εἰς τὸ Βαλουκλῆ, αἱ ἐκδηλώσεις τοῦ Πάσχα προσήλκυσαν χιλιάδας προσκυνητῶν ἐκ τῶν περιχώρων. Ἡ ἀστυνομία ἔλαβεν ἔκτακτα μέτρα. Ἡ ἐφορεία τῶν ὁμογενῶν σχολείων ἀνεκοίνωσε τὰ ἀποτελέσματα τῶν ἐξετάσεων. Οἱ μαθηταὶ ἐπέτυχαν ἱκανοποιητικὰ ἀποτελέσματα. Εἰς τὴν Χάλκην ἤρχισαν αἱ ἐργασίαι ἐπισκευῆς τῆς Θεολογικῆς Σχολῆς. Ἀναμένεται ὅτι θὰ περατωθοῦν πρὸ τῆς ἐνάρξεως τοῦ νέου σχολικοῦ ἔτους. Ἡ Μεγάλη τοῦ Γένους Σχολὴ ἑώρτασε τὴν ἐπέτειον τῆς ἱδρύσεώς της μὲ ἐκδηλώσεις εἰς τὰς ὁποίας παρέστησαν πολλοὶ ἀπόφοιτοι. Ὁ ἐπίσκοπος Τυανῶν ἐτέλεσε λειτουργίαν εἰς τὸν ναὸν τῆς Παναγίας, ὅπου προσῆλθε μέγας ἀριθμὸς πιστῶν. Αἱ τουρκικαὶ ἀρχαὶ ἐπέδειξαν κατανόησιν διὰ τὰς ἀνάγκας τῆς ὁμογενείας κατὰ τὰς ἡμέρας τῶν ἑορτῶν. Εἰς τὸ Πέραν, ὁ ἑλληνικὸς σύλλογος ὠργάνωσε διάλεξιν μὲ θέμα τὴν ἱστορίαν τῆς ὁμογενείας. Παρηκολούθησαν πολλοὶ ἀκροαταί. Οἱ ὁμογενεῖς ἐμπορευόμενοι ἀνεκοίνωσαν ὅτι ἡ κίνησις κατὰ τὴν περίοδον τῶν ἑορτῶν ἦτο ἱκανοποιητική. bbox=[968, 181, 1131, 791]
sports-kicker: Ἡ ἀθλητική κίνησις bbox=[113, 58, 273, 76]
yugo-kicker: Ὑπεγράφησαν ἤδη αἱ συμβάσεις bbox=[1231, 909, 1472, 927]
kamara-subhead-1: Ὁ δράστης ἐκρατήθη εἰς τὸ τμῆμα μεταγωγῶν. bbox=[614, 1019, 918, 1034]
column-divider bbox=[380, 54, 381, 2328]
paok-headline: Ο «ΠΑΟΚ» ΑΝΤΙΜΕΤΩΠΙΖΕΙ ΤΟΝ «ΑΡΗ» ΕΙΣ ΑΓΩΝΑ ΔΙΑ ΤΟ ΚΥΠΕΛΛΟΝ ΕΛΛΑΔΟΣ bbox=[14, 80, 372, 161]
italian-players-text: ΜΙΛΑΝΟΝ, 21. — Ἡ ἐπιτροπὴ τῆς ποδοσφαιρικῆς ὁμοσπονδίας ἐτιμώρησε τέσσαρας ποδοσφαιριστὰς διότι ἐχρησιμοποίησαν διεγερτικὰ φάρμακα πρὸ τοῦ ἀγῶνος. Οἱ τιμωρηθέντες ἀποκλείονται ἀπὸ τοὺς ἀγῶνας ἐπὶ χρονικὸν διάστημα. Ἡ ὁμὰς ἐπεβλήθη πρόστιμον 150.000 λιρετῶν. bbox=[386, 996, 567, 1079]
koundouros-headline: Ο κ. ΚΟΥΝΔΟΥΡΟΣ ΣΥΝΕΙΡΓΑΣΘΗ ΜΕΤΑ ΤΟΥ ΣΩΜΑΤΑΡΧΟΥ bbox=[401, 104, 944, 127]
center-column bbox=[386, 54, 958, 2326]
theology-photo-art bbox=[1144, 74, 1560, 327]
house-photo-art bbox=[579, 1074, 955, 1367]
column-divider bbox=[1137, 54, 1138, 2328]
divider bbox=[386, 1272, 567, 1273]
polis-column bbox=[968, 54, 1131, 2326]
right-column bbox=[1143, 54, 1560, 2326]
foundation-text: Μετὰ τοῦτο, ὁ βασιλεὺς ἐθεμελίωσε τὰ κτίρια τῆς σχολῆς εἰς τὸν χῶρον τῆς ἐπεκτάσεως αὐτῆς, ἐνῷ ἐτελέσθη ἁγιασμός. bbox=[570, 512, 761, 543]
germany-label: ΚΑΙ ΕΙΣ ΓΕΡΜΑΝΙΑΝ bbox=[1197, 1249, 1294, 1260]
mormon-kicker: Ἀγνοοῦντες τοὺς κειμένους νόμους bbox=[1232, 398, 1471, 415]
mormon-headline: ΟΙ ΜΟΡΜΟΝΟΙ ΤΩΝ Η. ΠΟΛΙΤΕΙΩΝ ΕΦΑΡΜΟΖΟΥΝ ΤΗΝ ΠΟΛΥΓΑΜΙΑΝ bbox=[1150, 416, 1553, 471]
lower-center-area bbox=[386, 949, 958, 1711]
theology-photo-header: ΣΥΓΚΕΝΤΡΩΣΙΣ ΚΑΘΗΓΗΤΩΝ ΘΕΟΛΟΓΙΑΣ bbox=[1196, 54, 1507, 69]
divider bbox=[1143, 1513, 1560, 1514]
procession-photo-header: ΠΕΡΙΦΟΡΑ ΕΠΙΤΑΦΙΟΥ ΤΩΝ ΚΑΘΟΛΙΚΩΝ bbox=[1188, 1516, 1515, 1535]
divider bbox=[386, 1082, 567, 1083]
mormon-box-richest: Ὁ πλουσιώτερος ἔχει 28 συζύγους! bbox=[1162, 473, 1541, 504]
polis-article-2: Τελευταίως ἤρχισεν ἐπιδημία γρίππης, ἡ ὁποία ὅμως δὲν προεκάλεσε σοβαρὰ κρούσματα. Αἱ ὑγειονομικαὶ ὑπηρεσίαι ἔλαβον μέτρα. Ἀνῆλθον 5.000 λιρῶν αἱ εἰσπράξεις τοῦ χοροῦ τῆς φιλοπτώχου ἀδελφότητος. Τὸ ποσὸν θὰ διατεθῇ διὰ τὴν ἐνίσχυσιν ἀπόρων οἰκογενειῶν. Ἀπεβίωσεν εἰς ἡλικίαν 80 ἐτῶν ὁ γνωστὸς ὁμογενὴς ἔμπορος. Ἡ κηδεία του ἐγένετο μὲ πολλὴν συμμετοχήν. Τὴν Μεγάλην Πέμπτην ἐτελέσθη εἰς τὸ Φανάρι ἡ τελετὴ τοῦ νιπτῆρος ὑπὸ τοῦ πατριάρχου. Παρηκολούθησαν πολλοὶ προσκυνηταί. Κατὰ τὴν περίοδον τῶν ἑορτῶν ἀφίχθησαν εἰς τὴν Πόλιν πολλοὶ Ἕλληνες ἐξ Ἀθηνῶν καὶ Θεσσαλονίκης. Ἡ Μερσίνη Βαξεβανίδου, ἐκ τῶν γνωστῶν κυριῶν τῆς ὁμογενείας, ὠργάνωσεν ἔρανον ὑπὲρ τῶν σχολείων. Εἰς τὸ Ζωγράφειον Λύκειον διωργανώθη ἐκδήλωσις μὲ ἀπαγγελίας καὶ τραγούδια ἐπὶ τῇ ἐθνικῇ ἑορτῇ. Ἡ κοινότης Ταταούλων ἐπεσκεύασε τὸν ναὸν τοῦ Ἁγίου Δημητρίου. Τὰ ἐγκαίνια ἔγιναν μὲ λαμπρότητα. Εἰς τὴν Πριγκηπόννησον ἐτελέσθη λειτουργία διὰ τοὺς ἐκεῖ διαμένοντας ὁμογενεῖς κατὰ τὰς ἡμέρας τῶν ἑορτῶν. «Ἀρχάγγελοι» ἀνεκοίνωσαν ὅτι κατὰ τὸ θέρος θὰ ὀργανώσουν ἐκδρομὰς διὰ τὰ μέλη των. Αἱ ἐγγραφαὶ ἄρχονται. Εἰς Σταυροδρόμι ὁ σύλλογος κυριῶν ἐπραγματοποίησεν ἐκδήλωσιν φιλανθρωπικοῦ χαρακτῆρος. Ἡ κίνησις εἰς τὸν λιμένα τῆς Πόλεως ηὐξήθη σημαντικῶς κατὰ τὰς τελευταίας ἡμέρας λόγῳ τῶν ἑορτῶν. bbox=[968, 1207, 1131, 1742]
neumann-text: ΚΑΙΝΝΕΡΣΡΟΙΘ, 21. — Ἡ Τερέζα Νιούμαν, ἡ ὁποία ἐπὶ σειρὰν ἐτῶν ἐπαρουσίαζε τὰ στίγματα τοῦ Χριστοῦ, δὲν ἐπανέλαβε φέτος τὸ «θαῦμα» μὲ τὴν ἰδίαν ἔντασιν. bbox=[386, 1312, 567, 1363]
foundation-photo bbox=[570, 569, 958, 809]
theft-text: Παρεπέμφθη εἰς τὸν εἰσαγγελέα ὁ συλληφθεὶς ἐπὶ κλοπῇ, ὁ ὁποῖος κατὰ τὰς τελευταίας ἡμέρας διέπραξε σειρὰν κλοπῶν εἰς καταστήματα τῆς πόλεως. bbox=[386, 1550, 567, 1591]
